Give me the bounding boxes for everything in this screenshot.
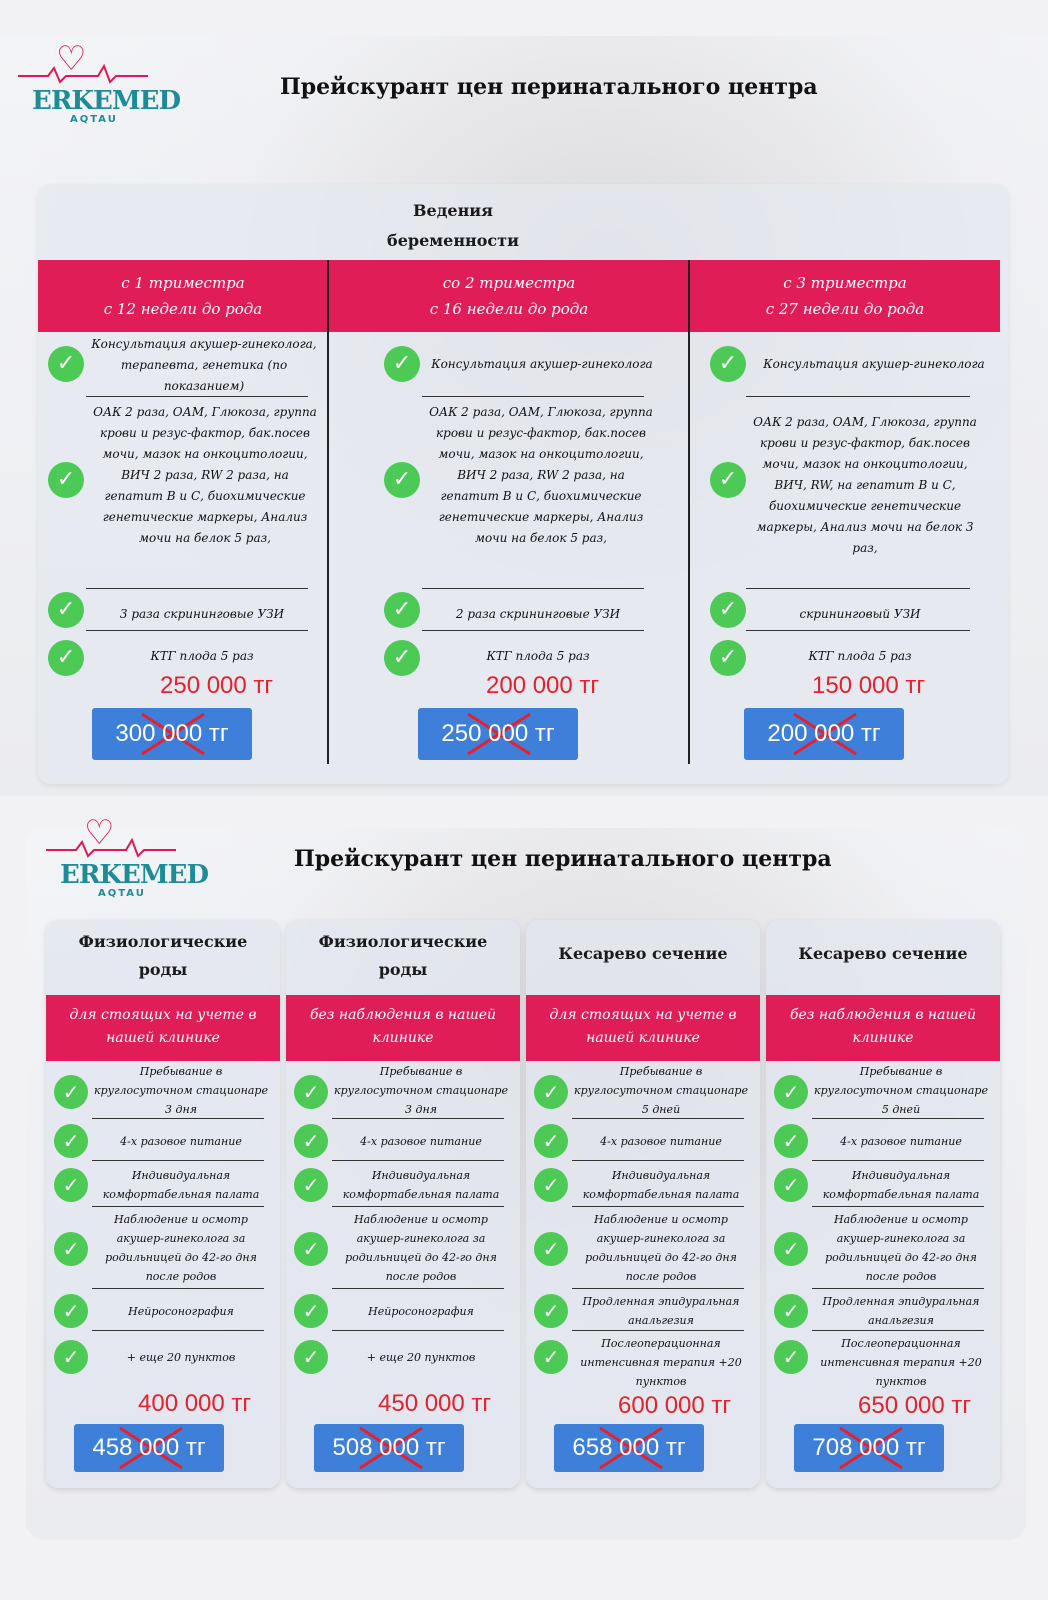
column-divider <box>688 260 690 764</box>
check-circle-icon: ✓ <box>54 1168 88 1202</box>
check-circle-icon: ✓ <box>294 1340 328 1374</box>
trimester-3-price: 150 000 тг <box>812 672 926 699</box>
heart-icon: ♡ <box>84 813 115 853</box>
divider <box>812 1330 984 1331</box>
trimester-3-item: КТГ плода 5 раз <box>808 649 912 663</box>
birth-card-item: Индивидуальная комфортабельная палата <box>342 1169 500 1201</box>
trimester-3-line2: с 27 недели до рода <box>765 300 925 318</box>
divider <box>572 1206 744 1207</box>
birth-card-item: Наблюдение и осмотр акушер-гинеколога за родильницей до 42-го дня после родов <box>585 1213 737 1283</box>
divider <box>422 588 644 589</box>
trimester-3-header <box>690 260 1000 332</box>
birth-card-item: 4-х разовое питание <box>840 1135 962 1148</box>
brand-logo <box>18 39 180 132</box>
trimester-1-item: 3 раза скрининговые УЗИ <box>119 607 285 621</box>
old-price-text: 300 000 тг <box>115 720 229 747</box>
check-circle-icon: ✓ <box>384 462 420 498</box>
divider <box>92 1330 264 1331</box>
birth-card-old-price <box>554 1424 704 1472</box>
trimester-2-price: 200 000 тг <box>486 672 600 699</box>
old-price-text: 658 000 тг <box>572 1434 686 1461</box>
birth-card-item: Продленная эпидуральная анальгезия <box>582 1295 740 1327</box>
divider <box>332 1206 504 1207</box>
birth-card <box>286 920 520 1488</box>
pregnancy-price-panel <box>0 36 1048 796</box>
check-circle-icon: ✓ <box>384 592 420 628</box>
trimester-1-price: 250 000 тг <box>160 672 274 699</box>
column-divider <box>327 260 329 764</box>
divider <box>86 630 308 631</box>
trimester-2-item: ОАК 2 раза, ОАМ, Глюкоза, группа крови и резус-фактор, бак.посев мочи, мазок на онкоцитологии, ВИЧ 2 раза, RW 2 раза, на гепатит В и С, биохимические генетические маркеры, Анализ мочи на белок 5 раз, <box>429 405 653 545</box>
birth-card-title: Физиологические роды <box>318 932 488 979</box>
birth-card <box>766 920 1000 1488</box>
birth-card-item: Послеоперационная интенсивная терапия +20 пунктов <box>820 1337 982 1388</box>
check-circle-icon: ✓ <box>48 640 84 676</box>
birth-card-item: Пребывание в круглосуточном стационаре 3 дня <box>334 1065 508 1116</box>
divider <box>572 1160 744 1161</box>
birth-card-item: Пребывание в круглосуточном стационаре 5 дней <box>814 1065 988 1116</box>
divider <box>92 1160 264 1161</box>
old-price-text: 458 000 тг <box>92 1434 206 1461</box>
birth-card-title: Кесарево сечение <box>798 944 968 963</box>
trimester-header-band <box>38 260 1000 332</box>
check-circle-icon: ✓ <box>48 346 84 382</box>
old-price-text: 708 000 тг <box>812 1434 926 1461</box>
trimester-3-item: Консультация акушер-гинеколога <box>763 357 985 371</box>
check-circle-icon: ✓ <box>54 1294 88 1328</box>
divider <box>572 1118 744 1119</box>
brand-name: ERKEMED <box>60 860 208 890</box>
check-circle-icon: ✓ <box>774 1340 808 1374</box>
birth-card-item: Наблюдение и осмотр акушер-гинеколога за родильницей до 42-го дня после родов <box>345 1213 497 1283</box>
trimester-2-old-price <box>418 708 578 760</box>
birth-card-item: + еще 20 пунктов <box>366 1351 476 1364</box>
birth-card-item: 4-х разовое питание <box>600 1135 722 1148</box>
check-circle-icon: ✓ <box>54 1232 88 1266</box>
brand-logo <box>46 813 208 906</box>
birth-card-item: Наблюдение и осмотр акушер-гинеколога за родильницей до 42-го дня после родов <box>105 1213 257 1283</box>
trimester-1-header <box>38 260 328 332</box>
divider <box>92 1206 264 1207</box>
divider <box>86 588 308 589</box>
check-circle-icon: ✓ <box>710 462 746 498</box>
brand-name: ERKEMED <box>32 86 180 116</box>
check-circle-icon: ✓ <box>534 1232 568 1266</box>
check-circle-icon: ✓ <box>294 1075 328 1109</box>
divider <box>332 1288 504 1289</box>
birth-card-title: Физиологические роды <box>78 932 248 979</box>
trimester-1-line2: с 12 недели до рода <box>103 300 263 318</box>
pregnancy-title-line2: беременности <box>387 231 519 250</box>
divider <box>92 1288 264 1289</box>
birth-card-band: для стоящих на учете в нашей клинике <box>526 995 760 1061</box>
birth-card-item: Пребывание в круглосуточном стационаре 3 дня <box>94 1065 268 1116</box>
check-circle-icon: ✓ <box>710 346 746 382</box>
pregnancy-title-line1: Ведения <box>413 201 493 220</box>
check-circle-icon: ✓ <box>294 1232 328 1266</box>
birth-card-item: Наблюдение и осмотр акушер-гинеколога за родильницей до 42-го дня после родов <box>825 1213 977 1283</box>
trimester-2-header <box>328 260 690 332</box>
trimester-3-old-price <box>744 708 904 760</box>
divider <box>746 588 970 589</box>
trimester-3-item: ОАК 2 раза, ОАМ, Глюкоза, группа крови и резус-фактор, бак.посев мочи, мазок на онкоцитологии, ВИЧ, RW, на гепатит В и С, биохимические генетические маркеры, Анализ мочи на белок 3 раз, <box>753 415 977 555</box>
birth-card-item: 4-х разовое питание <box>360 1135 482 1148</box>
trimester-1-item: КТГ плода 5 раз <box>150 649 254 663</box>
trimester-2-line1: со 2 триместра <box>442 274 576 292</box>
check-circle-icon: ✓ <box>534 1168 568 1202</box>
check-circle-icon: ✓ <box>710 640 746 676</box>
trimester-2-item: 2 раза скрининговые УЗИ <box>455 607 621 621</box>
birth-card-old-price <box>794 1424 944 1472</box>
trimester-3-line1: с 3 триместра <box>783 274 907 292</box>
divider <box>332 1330 504 1331</box>
check-circle-icon: ✓ <box>54 1075 88 1109</box>
birth-card-item: Нейросонография <box>128 1305 234 1318</box>
birth-card-item: Индивидуальная комфортабельная палата <box>582 1169 740 1201</box>
trimester-3-item: скрининговый УЗИ <box>799 607 921 621</box>
trimester-1-item: Консультация акушер-гинеколога, терапевта, генетика (по показанием) <box>91 337 317 393</box>
divider <box>332 1118 504 1119</box>
birth-card-item: Нейросонография <box>368 1305 474 1318</box>
divider <box>812 1288 984 1289</box>
trimester-2-item: КТГ плода 5 раз <box>486 649 590 663</box>
divider <box>92 1118 264 1119</box>
check-circle-icon: ✓ <box>384 640 420 676</box>
birth-card-item: Индивидуальная комфортабельная палата <box>822 1169 980 1201</box>
check-circle-icon: ✓ <box>534 1340 568 1374</box>
birth-card-item: Индивидуальная комфортабельная палата <box>102 1169 260 1201</box>
birth-card-price: 450 000 тг <box>378 1390 492 1417</box>
check-circle-icon: ✓ <box>774 1294 808 1328</box>
brand-city: AQTAU <box>70 114 118 125</box>
birth-card-item: Послеоперационная интенсивная терапия +20 пунктов <box>580 1337 742 1388</box>
heart-icon: ♡ <box>56 39 87 79</box>
birth-card-item: Продленная эпидуральная анальгезия <box>822 1295 980 1327</box>
divider <box>572 1288 744 1289</box>
check-circle-icon: ✓ <box>774 1232 808 1266</box>
divider <box>572 1330 744 1331</box>
check-circle-icon: ✓ <box>774 1168 808 1202</box>
page-title: Прейскурант цен перинатального центра <box>294 846 832 872</box>
check-circle-icon: ✓ <box>534 1124 568 1158</box>
birth-card <box>526 920 760 1488</box>
brand-city: AQTAU <box>98 888 146 899</box>
pregnancy-card <box>38 184 1008 784</box>
check-circle-icon: ✓ <box>774 1075 808 1109</box>
birth-card-band: для стоящих на учете в нашей клинике <box>46 995 280 1061</box>
birth-card-band: без наблюдения в нашей клинике <box>286 995 520 1061</box>
birth-card <box>46 920 280 1488</box>
page-title: Прейскурант цен перинатального центра <box>280 74 818 100</box>
check-circle-icon: ✓ <box>54 1124 88 1158</box>
divider <box>422 630 644 631</box>
trimester-2-line2: с 16 недели до рода <box>429 300 589 318</box>
pregnancy-title <box>38 196 868 256</box>
divider <box>812 1118 984 1119</box>
divider <box>746 396 970 397</box>
trimester-1-item: ОАК 2 раза, ОАМ, Глюкоза, группа крови и резус-фактор, бак.посев мочи, мазок на онкоцитологии, ВИЧ 2 раза, RW 2 раза, на гепатит В и С, биохимические генетические маркеры, Анализ мочи на белок 5 раз, <box>93 405 317 545</box>
birth-card-item: Пребывание в круглосуточном стационаре 5 дней <box>574 1065 748 1116</box>
trimester-1-old-price <box>92 708 252 760</box>
check-circle-icon: ✓ <box>48 592 84 628</box>
birth-card-old-price <box>314 1424 464 1472</box>
divider <box>422 396 644 397</box>
birth-card-band: без наблюдения в нашей клинике <box>766 995 1000 1061</box>
check-circle-icon: ✓ <box>294 1294 328 1328</box>
old-price-text: 508 000 тг <box>332 1434 446 1461</box>
check-circle-icon: ✓ <box>534 1075 568 1109</box>
birth-card-price: 400 000 тг <box>138 1390 252 1417</box>
birth-card-price: 600 000 тг <box>618 1392 732 1419</box>
divider <box>746 630 970 631</box>
check-circle-icon: ✓ <box>384 346 420 382</box>
birth-card-title: Кесарево сечение <box>558 944 728 963</box>
divider <box>86 396 308 397</box>
check-circle-icon: ✓ <box>54 1340 88 1374</box>
birth-card-old-price <box>74 1424 224 1472</box>
birth-card-item: + еще 20 пунктов <box>126 1351 236 1364</box>
divider <box>332 1160 504 1161</box>
old-price-text: 250 000 тг <box>441 720 555 747</box>
trimester-2-item: Консультация акушер-гинеколога <box>431 357 653 371</box>
divider <box>812 1160 984 1161</box>
trimester-1-line1: с 1 триместра <box>121 274 245 292</box>
birth-price-panel <box>26 813 1026 1540</box>
check-circle-icon: ✓ <box>774 1124 808 1158</box>
birth-card-price: 650 000 тг <box>858 1392 972 1419</box>
divider <box>812 1206 984 1207</box>
check-circle-icon: ✓ <box>294 1124 328 1158</box>
old-price-text: 200 000 тг <box>767 720 881 747</box>
check-circle-icon: ✓ <box>294 1168 328 1202</box>
check-circle-icon: ✓ <box>48 462 84 498</box>
check-circle-icon: ✓ <box>534 1294 568 1328</box>
check-circle-icon: ✓ <box>710 592 746 628</box>
birth-card-item: 4-х разовое питание <box>120 1135 242 1148</box>
